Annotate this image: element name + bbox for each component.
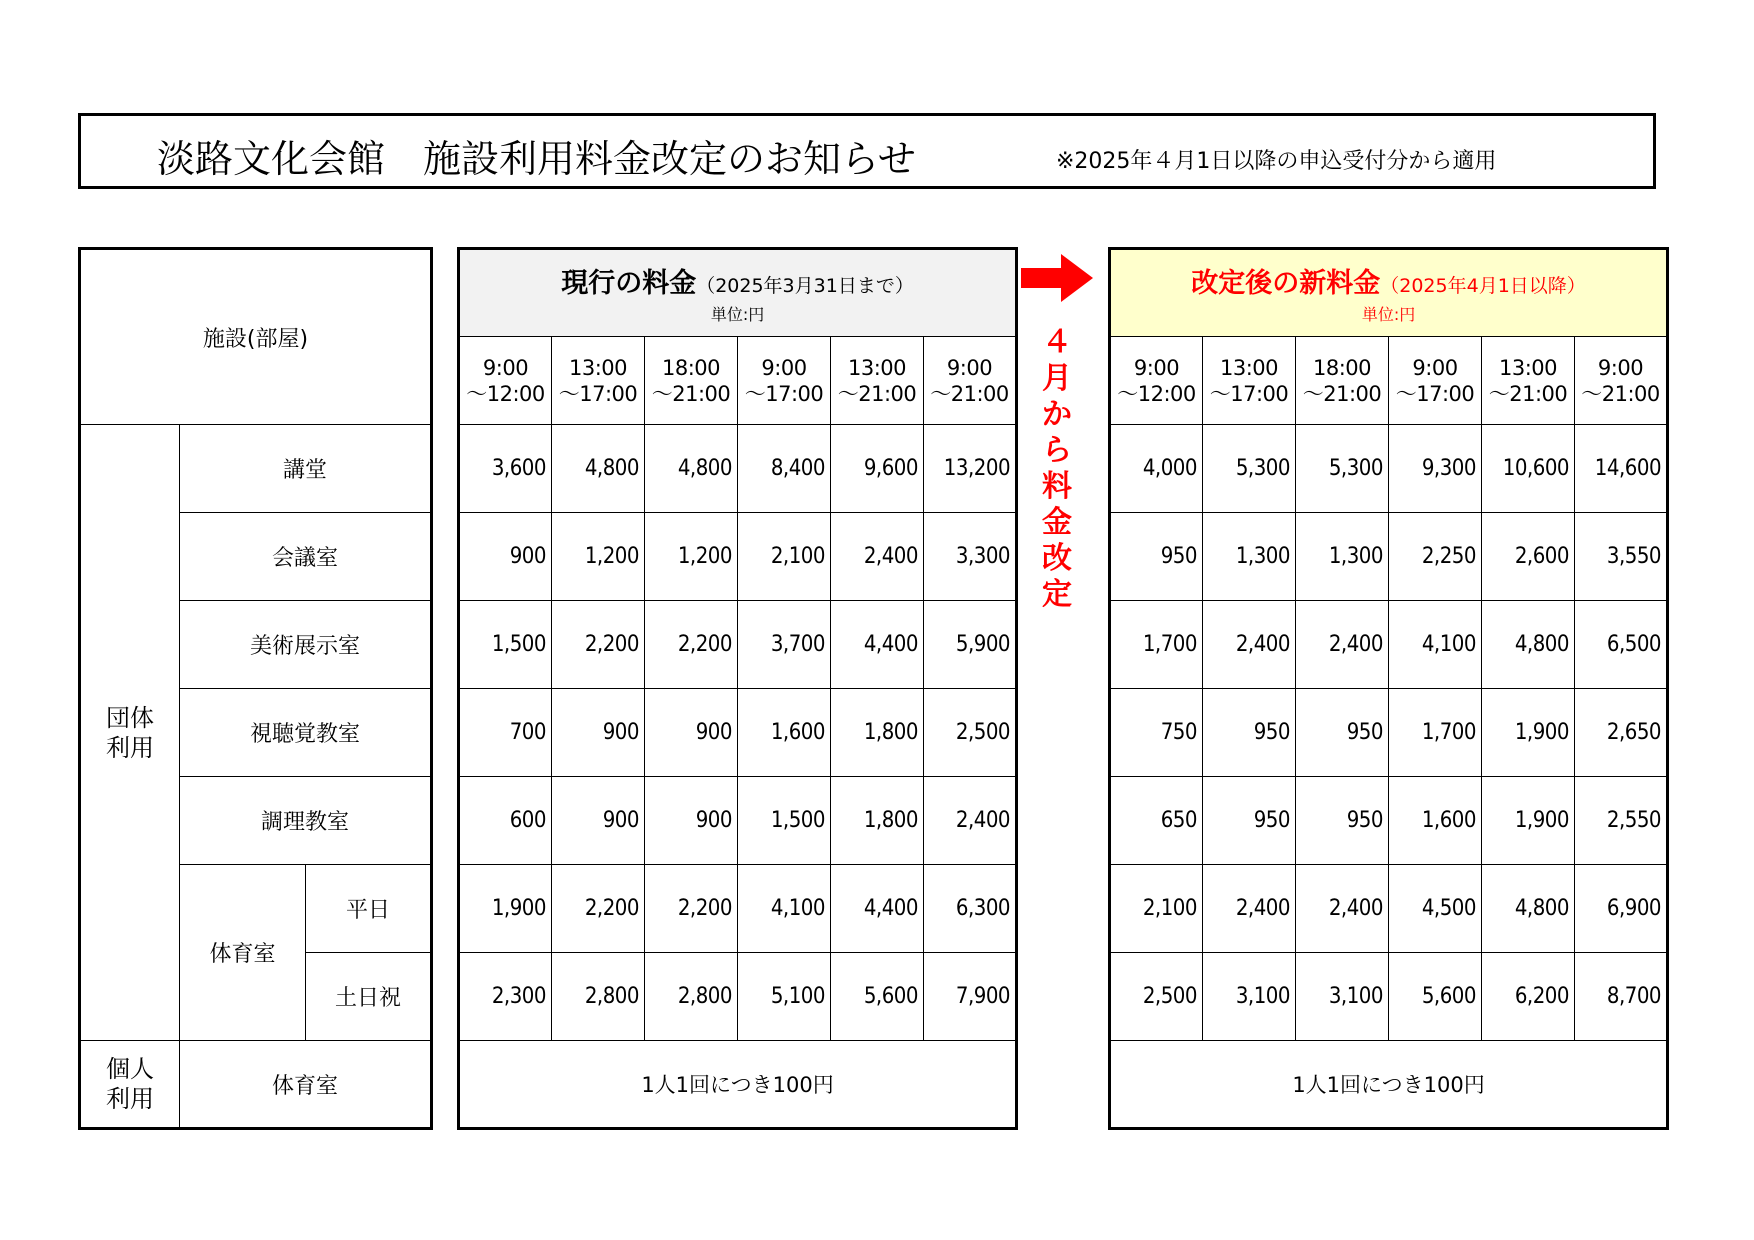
fee-cell: 3,100: [1296, 953, 1389, 1041]
fee-cell: 2,600: [1482, 513, 1575, 601]
fee-cell: 1,700: [1110, 601, 1203, 689]
fee-cell: 2,300: [459, 953, 552, 1041]
room-label: 視聴覚教室: [180, 689, 432, 777]
fee-cell: 1,300: [1203, 513, 1296, 601]
fee-cell: 5,300: [1296, 425, 1389, 513]
fee-cell: 1,900: [1482, 689, 1575, 777]
fee-cell: 1,600: [738, 689, 831, 777]
fee-cell: 950: [1203, 777, 1296, 865]
individual-fee: 1人1回につき100円: [459, 1041, 1017, 1129]
fee-cell: 8,700: [1575, 953, 1668, 1041]
time-slot-header: 9:00 ～17:00: [1389, 337, 1482, 425]
fee-cell: 3,100: [1203, 953, 1296, 1041]
fee-cell: 4,800: [645, 425, 738, 513]
fee-cell: 900: [552, 689, 645, 777]
fee-cell: 2,550: [1575, 777, 1668, 865]
fee-cell: 1,200: [645, 513, 738, 601]
fee-cell: 4,100: [1389, 601, 1482, 689]
fee-cell: 900: [552, 777, 645, 865]
fee-cell: 2,100: [1110, 865, 1203, 953]
fee-cell: 900: [459, 513, 552, 601]
time-slot-header: 13:00 ～21:00: [831, 337, 924, 425]
fee-cell: 1,800: [831, 777, 924, 865]
individual-room-label: 体育室: [180, 1041, 432, 1129]
fee-cell: 6,900: [1575, 865, 1668, 953]
arrow-caption-char: ４: [1042, 325, 1072, 360]
fee-cell: 13,200: [924, 425, 1017, 513]
fee-cell: 900: [645, 689, 738, 777]
fee-cell: 1,700: [1389, 689, 1482, 777]
fee-cell: 14,600: [1575, 425, 1668, 513]
time-slot-header: 9:00 ～21:00: [1575, 337, 1668, 425]
room-label: 会議室: [180, 513, 432, 601]
current-title: 現行の料金: [561, 268, 697, 299]
arrow-caption-char: 定: [1042, 577, 1072, 612]
fee-cell: 3,700: [738, 601, 831, 689]
room-label: 講堂: [180, 425, 432, 513]
time-slot-header: 9:00 ～21:00: [924, 337, 1017, 425]
current-unit: 単位:円: [710, 305, 765, 324]
current-period: （2025年3月31日まで）: [696, 275, 914, 297]
fee-cell: 1,500: [738, 777, 831, 865]
gym-label: 体育室: [180, 865, 306, 1041]
arrow-caption-char: 料: [1042, 469, 1072, 504]
time-slot-header: 9:00 ～17:00: [738, 337, 831, 425]
revised-header: [1110, 249, 1668, 337]
fee-cell: 2,200: [645, 865, 738, 953]
time-slot-header: 9:00 ～12:00: [459, 337, 552, 425]
fee-cell: 1,900: [1482, 777, 1575, 865]
fee-cell: 700: [459, 689, 552, 777]
fee-cell: 7,900: [924, 953, 1017, 1041]
fee-cell: 10,600: [1482, 425, 1575, 513]
fee-cell: 4,800: [552, 425, 645, 513]
time-slot-header: 9:00 ～12:00: [1110, 337, 1203, 425]
fee-cell: 9,300: [1389, 425, 1482, 513]
fee-cell: 650: [1110, 777, 1203, 865]
fee-cell: 2,400: [831, 513, 924, 601]
room-label: 美術展示室: [180, 601, 432, 689]
fee-cell: 1,800: [831, 689, 924, 777]
fee-cell: 2,100: [738, 513, 831, 601]
fee-cell: 9,600: [831, 425, 924, 513]
time-slot-header: 18:00 ～21:00: [645, 337, 738, 425]
fee-cell: 950: [1203, 689, 1296, 777]
facility-table: [78, 247, 433, 1130]
fee-cell: 2,400: [1296, 601, 1389, 689]
right-arrow-icon: [1021, 254, 1093, 302]
fee-cell: 6,200: [1482, 953, 1575, 1041]
individual-fee: 1人1回につき100円: [1110, 1041, 1668, 1129]
group-usage-label: 団体 利用: [80, 425, 180, 1041]
fee-cell: 5,600: [831, 953, 924, 1041]
fee-cell: 1,600: [1389, 777, 1482, 865]
fee-cell: 1,200: [552, 513, 645, 601]
title-box: [78, 113, 1656, 189]
fee-cell: 950: [1110, 513, 1203, 601]
revised-period: （2025年4月1日以降）: [1380, 275, 1586, 297]
fee-cell: 5,100: [738, 953, 831, 1041]
fee-cell: 2,200: [645, 601, 738, 689]
arrow-caption-char: 月: [1042, 361, 1072, 396]
time-slot-header: 18:00 ～21:00: [1296, 337, 1389, 425]
fee-cell: 600: [459, 777, 552, 865]
fee-cell: 5,300: [1203, 425, 1296, 513]
fee-cell: 2,400: [1203, 865, 1296, 953]
fee-cell: 4,000: [1110, 425, 1203, 513]
fee-cell: 2,200: [552, 865, 645, 953]
fee-cell: 900: [645, 777, 738, 865]
revised-fee-table: [1108, 247, 1669, 1130]
arrow-caption-char: 改: [1042, 541, 1072, 576]
arrow-caption: [1037, 325, 1077, 613]
facility-header: 施設(部屋): [80, 249, 432, 425]
fee-cell: 4,800: [1482, 601, 1575, 689]
time-slot-header: 13:00 ～17:00: [1203, 337, 1296, 425]
fee-cell: 1,900: [459, 865, 552, 953]
fee-cell: 3,300: [924, 513, 1017, 601]
fee-cell: 2,800: [552, 953, 645, 1041]
fee-cell: 6,300: [924, 865, 1017, 953]
fee-cell: 1,500: [459, 601, 552, 689]
fee-cell: 2,800: [645, 953, 738, 1041]
fee-cell: 4,800: [1482, 865, 1575, 953]
fee-cell: 750: [1110, 689, 1203, 777]
fee-cell: 2,500: [924, 689, 1017, 777]
fee-cell: 5,900: [924, 601, 1017, 689]
current-fee-table: [457, 247, 1018, 1130]
fee-cell: 3,600: [459, 425, 552, 513]
revised-title: 改定後の新料金: [1191, 268, 1381, 299]
fee-cell: 8,400: [738, 425, 831, 513]
time-slot-header: 13:00 ～21:00: [1482, 337, 1575, 425]
fee-cell: 2,400: [924, 777, 1017, 865]
time-slot-header: 13:00 ～17:00: [552, 337, 645, 425]
fee-cell: 4,400: [831, 601, 924, 689]
fee-cell: 2,200: [552, 601, 645, 689]
page-title: 淡路文化会館 施設利用料金改定のお知らせ: [157, 137, 916, 181]
fee-cell: 1,300: [1296, 513, 1389, 601]
fee-cell: 2,250: [1389, 513, 1482, 601]
individual-usage-label: 個人 利用: [80, 1041, 180, 1129]
fee-cell: 5,600: [1389, 953, 1482, 1041]
current-header: [459, 249, 1017, 337]
fee-cell: 4,100: [738, 865, 831, 953]
fee-cell: 950: [1296, 689, 1389, 777]
arrow-caption-char: か: [1042, 397, 1072, 432]
fee-cell: 3,550: [1575, 513, 1668, 601]
arrow-caption-char: ら: [1042, 433, 1072, 468]
holiday-label: 土日祝: [306, 953, 432, 1041]
room-label: 調理教室: [180, 777, 432, 865]
fee-cell: 2,400: [1296, 865, 1389, 953]
fee-cell: 2,650: [1575, 689, 1668, 777]
fee-cell: 6,500: [1575, 601, 1668, 689]
fee-cell: 2,500: [1110, 953, 1203, 1041]
fee-cell: 2,400: [1203, 601, 1296, 689]
weekday-label: 平日: [306, 865, 432, 953]
fee-cell: 4,400: [831, 865, 924, 953]
arrow-caption-char: 金: [1042, 505, 1072, 540]
title-note: ※2025年４月1日以降の申込受付分から適用: [1056, 149, 1497, 174]
revised-unit: 単位:円: [1361, 305, 1416, 324]
fee-cell: 950: [1296, 777, 1389, 865]
fee-cell: 4,500: [1389, 865, 1482, 953]
